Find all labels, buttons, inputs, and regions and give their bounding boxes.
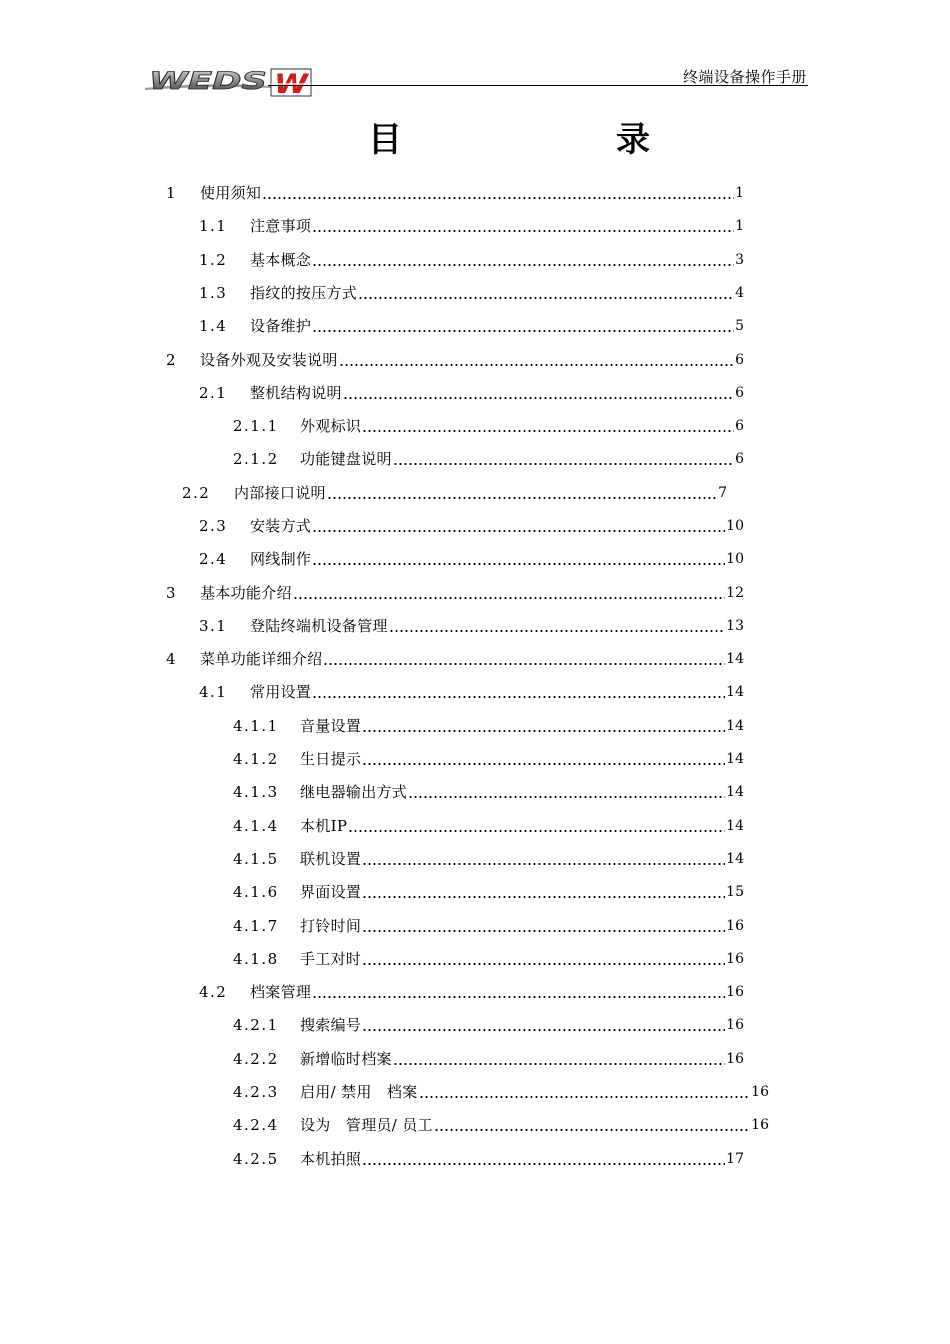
- toc-entry[interactable]: [233, 1008, 744, 1042]
- toc-entry-page: 13: [726, 618, 744, 634]
- toc-heading: [0, 116, 950, 164]
- toc-entry-number: 3: [166, 584, 178, 602]
- toc-entry-title: 档案管理: [250, 983, 312, 1001]
- weds-logo: [143, 64, 315, 98]
- toc-entry-title: 搜索编号: [300, 1016, 362, 1034]
- toc-dot-leader: [362, 842, 725, 876]
- toc-entry-number: 1.2: [199, 251, 228, 269]
- toc-entry-number: 2.4: [199, 550, 228, 568]
- toc-entry-page: 16: [726, 918, 744, 934]
- toc-entry-page: 12: [726, 585, 744, 601]
- toc-entry-page: 14: [726, 818, 744, 834]
- toc-dot-leader: [358, 276, 734, 310]
- toc-dot-leader: [312, 675, 725, 709]
- toc-entry[interactable]: [233, 409, 744, 443]
- toc-entry[interactable]: [233, 1142, 744, 1176]
- toc-dot-leader: [262, 176, 734, 210]
- toc-entry-title: 内部接口说明: [234, 484, 326, 502]
- toc-entry-title: 整机结构说明: [250, 384, 342, 402]
- toc-entry-title: 本机拍照: [300, 1150, 362, 1168]
- toc-entry-title: 继电器输出方式: [300, 783, 408, 801]
- toc-entry[interactable]: [199, 376, 744, 410]
- toc-entry-title: 指纹的按压方式: [250, 284, 358, 302]
- toc-entry-number: 3.1: [199, 617, 228, 635]
- toc-entry-number: 2.2: [182, 484, 211, 502]
- toc-entry-title: 本机IP: [300, 817, 348, 835]
- toc-dot-leader: [362, 1008, 725, 1042]
- toc-entry-number: 2.1.1: [233, 417, 279, 435]
- toc-dot-leader: [362, 875, 725, 909]
- toc-entry-page: 10: [726, 551, 744, 567]
- toc-entry[interactable]: [233, 1108, 769, 1142]
- toc-entry[interactable]: [233, 775, 744, 809]
- toc-entry-number: 1.3: [199, 284, 228, 302]
- toc-dot-leader: [393, 1042, 725, 1076]
- toc-entry-number: 4.1.4: [233, 817, 279, 835]
- toc-entry-title: 使用须知: [200, 184, 262, 202]
- toc-entry-number: 4.2.4: [233, 1116, 279, 1134]
- toc-entry-title: 新增临时档案: [300, 1050, 392, 1068]
- toc-dot-leader: [362, 709, 725, 743]
- toc-entry-page: 14: [726, 751, 744, 767]
- toc-entry[interactable]: [233, 875, 744, 909]
- toc-entry-number: 4.1.6: [233, 883, 279, 901]
- toc-entry[interactable]: [199, 542, 744, 576]
- toc-heading-right: 录: [616, 120, 650, 160]
- toc-entry-title: 启用/ 禁用 档案: [300, 1083, 418, 1101]
- toc-entry-page: 16: [751, 1084, 769, 1100]
- toc-entry-page: 1: [735, 185, 744, 201]
- toc-dot-leader: [389, 609, 725, 643]
- toc-entry-number: 2.3: [199, 517, 228, 535]
- toc-entry-number: 4.1.1: [233, 717, 279, 735]
- toc-dot-leader: [362, 909, 725, 943]
- toc-entry-page: 6: [735, 385, 744, 401]
- toc-entry[interactable]: [199, 609, 744, 643]
- toc-entry-title: 安装方式: [250, 517, 312, 535]
- toc-dot-leader: [323, 642, 725, 676]
- toc-entry-page: 14: [726, 784, 744, 800]
- toc-entry[interactable]: [233, 709, 744, 743]
- toc-entry[interactable]: [199, 675, 744, 709]
- toc-entry-page: 6: [735, 451, 744, 467]
- toc-entry-page: 16: [726, 1051, 744, 1067]
- toc-entry[interactable]: [233, 842, 744, 876]
- toc-entry-number: 4.1.3: [233, 783, 279, 801]
- toc-entry-number: 4.1.8: [233, 950, 279, 968]
- toc-entry-page: 14: [726, 684, 744, 700]
- toc-entry-page: 6: [735, 352, 744, 368]
- toc-dot-leader: [362, 742, 725, 776]
- header-rule: [268, 85, 808, 86]
- toc-entry-title: 常用设置: [250, 683, 312, 701]
- toc-dot-leader: [434, 1108, 750, 1142]
- weds-logo-text: WEDS: [149, 67, 267, 95]
- toc-entry-page: 14: [726, 651, 744, 667]
- toc-entry[interactable]: [166, 642, 744, 676]
- toc-entry-title: 设备维护: [250, 317, 312, 335]
- toc-entry[interactable]: [199, 309, 744, 343]
- toc-dot-leader: [312, 975, 725, 1009]
- toc-entry-page: 17: [726, 1151, 744, 1167]
- toc-entry-number: 2: [166, 351, 178, 369]
- toc-entry-page: 10: [726, 518, 744, 534]
- toc-entry[interactable]: [233, 909, 744, 943]
- toc-entry-number: 4.1.2: [233, 750, 279, 768]
- toc-entry[interactable]: [233, 442, 744, 476]
- toc-entry-title: 基本概念: [250, 251, 312, 269]
- toc-entry-title: 音量设置: [300, 717, 362, 735]
- toc-entry-title: 菜单功能详细介绍: [200, 650, 323, 668]
- toc-entry-title: 手工对时: [300, 950, 362, 968]
- toc-entry-number: 4.1.7: [233, 917, 279, 935]
- toc-entry[interactable]: [233, 1075, 769, 1109]
- toc-entry-page: 16: [726, 951, 744, 967]
- toc-entry[interactable]: [166, 576, 744, 610]
- toc-entry-title: 注意事项: [250, 217, 312, 235]
- toc-entry-number: 2.1.2: [233, 450, 279, 468]
- toc-entry-number: 4.1: [199, 683, 228, 701]
- toc-dot-leader: [362, 1142, 725, 1176]
- toc-heading-left: 目: [368, 120, 402, 160]
- toc-entry[interactable]: [199, 975, 744, 1009]
- toc-entry[interactable]: [233, 1042, 744, 1076]
- toc-entry-number: 4.2.5: [233, 1150, 279, 1168]
- toc-entry-page: 4: [735, 285, 744, 301]
- toc-entry[interactable]: [199, 509, 744, 543]
- toc-dot-leader: [312, 309, 734, 343]
- toc-dot-leader: [348, 809, 725, 843]
- toc-entry-number: 4.2.1: [233, 1016, 279, 1034]
- toc-entry-title: 登陆终端机设备管理: [250, 617, 388, 635]
- toc-dot-leader: [293, 576, 725, 610]
- toc-entry[interactable]: [233, 742, 744, 776]
- toc-entry-number: 1: [166, 184, 178, 202]
- toc-entry-number: 1.4: [199, 317, 228, 335]
- toc-dot-leader: [312, 209, 734, 243]
- toc-entry-page: 16: [726, 1017, 744, 1033]
- toc-entry-title: 生日提示: [300, 750, 362, 768]
- toc-entry-number: 4.1.5: [233, 850, 279, 868]
- toc-entry-number: 2.1: [199, 384, 228, 402]
- weds-logo-mark: W: [274, 69, 310, 98]
- toc-entry-page: 1: [735, 218, 744, 234]
- toc-entry-number: 4.2.2: [233, 1050, 279, 1068]
- toc-dot-leader: [339, 343, 734, 377]
- toc-entry[interactable]: [166, 343, 744, 377]
- toc-entry-page: 15: [726, 884, 744, 900]
- toc-dot-leader: [312, 509, 725, 543]
- toc-entry-page: 5: [735, 318, 744, 334]
- toc-dot-leader: [362, 409, 734, 443]
- toc-entry-number: 4: [166, 650, 178, 668]
- toc-entry-number: 4.2: [199, 983, 228, 1001]
- toc-entry-title: 功能键盘说明: [300, 450, 392, 468]
- toc-dot-leader: [393, 442, 734, 476]
- toc-dot-leader: [408, 775, 725, 809]
- toc-entry[interactable]: [166, 176, 744, 210]
- toc-entry-title: 网线制作: [250, 550, 312, 568]
- toc-entry-number: 1.1: [199, 217, 228, 235]
- toc-entry-title: 界面设置: [300, 883, 362, 901]
- toc-entry[interactable]: [233, 942, 744, 976]
- toc-entry[interactable]: [182, 476, 727, 510]
- toc-entry-page: 16: [751, 1117, 769, 1133]
- toc-entry-page: 16: [726, 984, 744, 1000]
- header-title: 终端设备操作手册: [682, 68, 807, 86]
- toc-entry-number: 4.2.3: [233, 1083, 279, 1101]
- toc-dot-leader: [343, 376, 734, 410]
- toc-dot-leader: [362, 942, 725, 976]
- toc-entry-title: 打铃时间: [300, 917, 362, 935]
- toc-entry-page: 14: [726, 718, 744, 734]
- toc-entry[interactable]: [199, 276, 744, 310]
- toc-entry-page: 3: [735, 252, 744, 268]
- toc-entry[interactable]: [233, 809, 744, 843]
- toc-dot-leader: [419, 1075, 751, 1109]
- toc-entry-title: 设为 管理员/ 员工: [300, 1116, 433, 1134]
- toc-dot-leader: [327, 476, 717, 510]
- toc-dot-leader: [312, 243, 734, 277]
- toc-entry-title: 基本功能介绍: [200, 584, 292, 602]
- toc-entry[interactable]: [199, 243, 744, 277]
- toc-entry-page: 7: [718, 485, 727, 501]
- toc-dot-leader: [312, 542, 725, 576]
- toc-entry[interactable]: [199, 209, 744, 243]
- toc-entry-page: 6: [735, 418, 744, 434]
- toc-entry-title: 设备外观及安装说明: [200, 351, 338, 369]
- toc-entry-title: 联机设置: [300, 850, 362, 868]
- toc-entry-title: 外观标识: [300, 417, 362, 435]
- toc-entry-page: 14: [726, 851, 744, 867]
